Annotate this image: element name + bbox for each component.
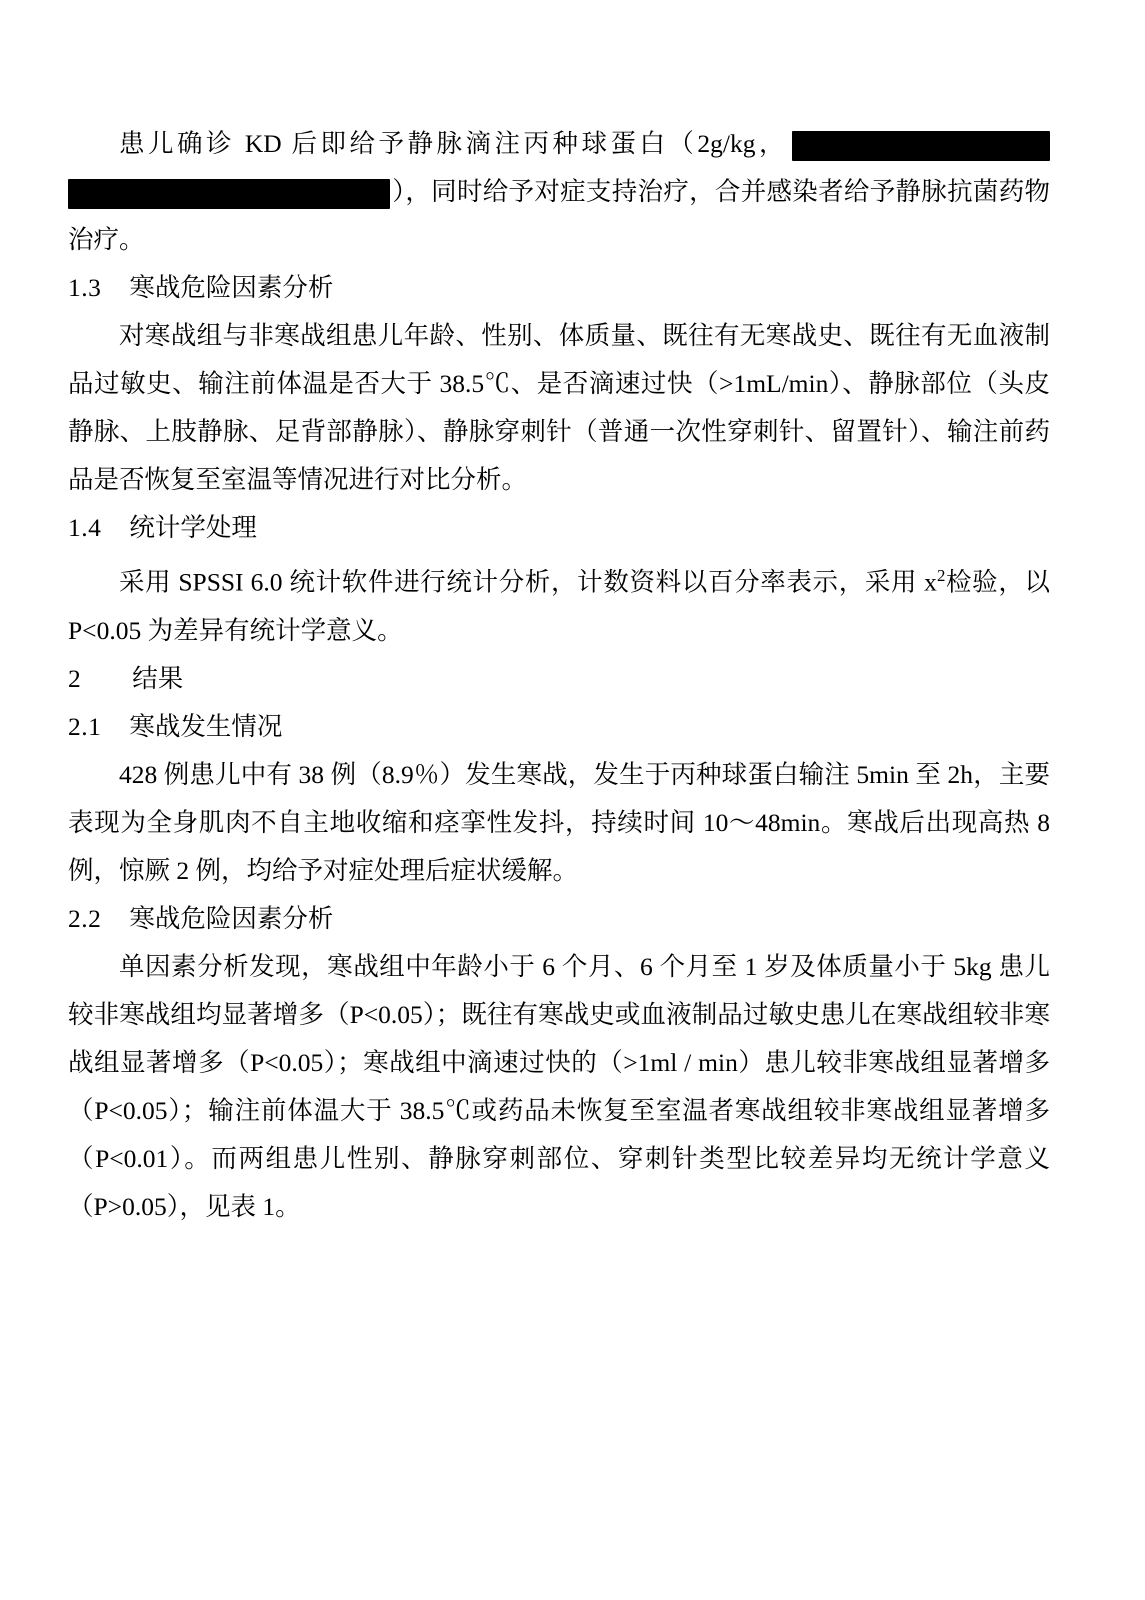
- redaction-block-2: [68, 179, 390, 209]
- heading-2-1-title: 寒战发生情况: [129, 711, 283, 741]
- heading-1-3-title: 寒战危险因素分析: [129, 273, 334, 302]
- redaction-block-1: [792, 131, 1050, 161]
- paragraph-treatment: [68, 120, 1050, 264]
- paragraph-2-2: 单因素分析发现，寒战组中年龄小于 6 个月、6 个月至 1 岁及体质量小于 5kg 患儿较非寒战组均显著增多（P<0.05）；既往有寒战史或血液制品过敏史患儿在寒战组较非寒战组显著增多（P<0.05）；寒战组中滴速过快的（>1ml / min）患儿较非寒战组显著增多（P<0.05）；输注前体温大于 38.5℃或药品未恢复至室温者寒战组较非寒战组显著增多（P<0.01）。而两组患儿性别、静脉穿刺部位、穿刺针类型比较差异均无统计学意义（P>0.05），见表 1。: [68, 951, 1050, 1221]
- heading-2-1: [68, 703, 1050, 751]
- heading-2-number: 2: [68, 663, 82, 693]
- heading-1-3: [68, 264, 1050, 312]
- heading-2-1-number: 2.1: [68, 711, 102, 741]
- heading-1-4-title: 统计学处理: [129, 513, 257, 542]
- heading-2-title: 结果: [132, 663, 184, 693]
- heading-2-2: [68, 895, 1050, 943]
- heading-1-3-number: 1.3: [68, 273, 102, 302]
- heading-2-2-number: 2.2: [68, 903, 102, 933]
- heading-2: [68, 655, 1050, 703]
- treatment-text-after: ），同时给予对症支持治疗，合并感染者给予静脉抗菌药物治疗。: [68, 177, 1050, 254]
- treatment-text-before: 患儿确诊 KD 后即给予静脉滴注丙种球蛋白（2g/kg，: [119, 129, 788, 158]
- paragraph-1-3: 对寒战组与非寒战组患儿年龄、性别、体质量、既往有无寒战史、既往有无血液制品过敏史、输注前体温是否大于 38.5℃、是否滴速过快（>1mL/min）、静脉部位（头皮静脉、上肢静脉、足背部静脉）、静脉穿刺针（普通一次性穿刺针、留置针）、输注前药品是否恢复至室温等情况进行对比分析。: [68, 321, 1050, 494]
- paragraph-1-4: [68, 552, 1050, 655]
- heading-1-4: [68, 504, 1050, 552]
- document-body: [68, 120, 1050, 1231]
- paragraph-2-1: 428 例患儿中有 38 例（8.9％）发生寒战，发生于丙种球蛋白输注 5min 至 2h，主要表现为全身肌肉不自主地收缩和痉挛性发抖，持续时间 10～48min。寒战后出现高热 8 例，惊厥 2 例，均给予对症处理后症状缓解。: [68, 759, 1050, 885]
- heading-2-2-title: 寒战危险因素分析: [129, 903, 334, 933]
- heading-1-4-number: 1.4: [68, 513, 102, 542]
- stats-text-part1: 采用 SPSSI 6.0 统计软件进行统计分析，计数资料以百分率表示，采用 x: [119, 567, 937, 597]
- stats-text-part2: 检验，以 P<0.05 为差异有统计学意义。: [68, 567, 1050, 645]
- stats-superscript: 2: [936, 566, 946, 585]
